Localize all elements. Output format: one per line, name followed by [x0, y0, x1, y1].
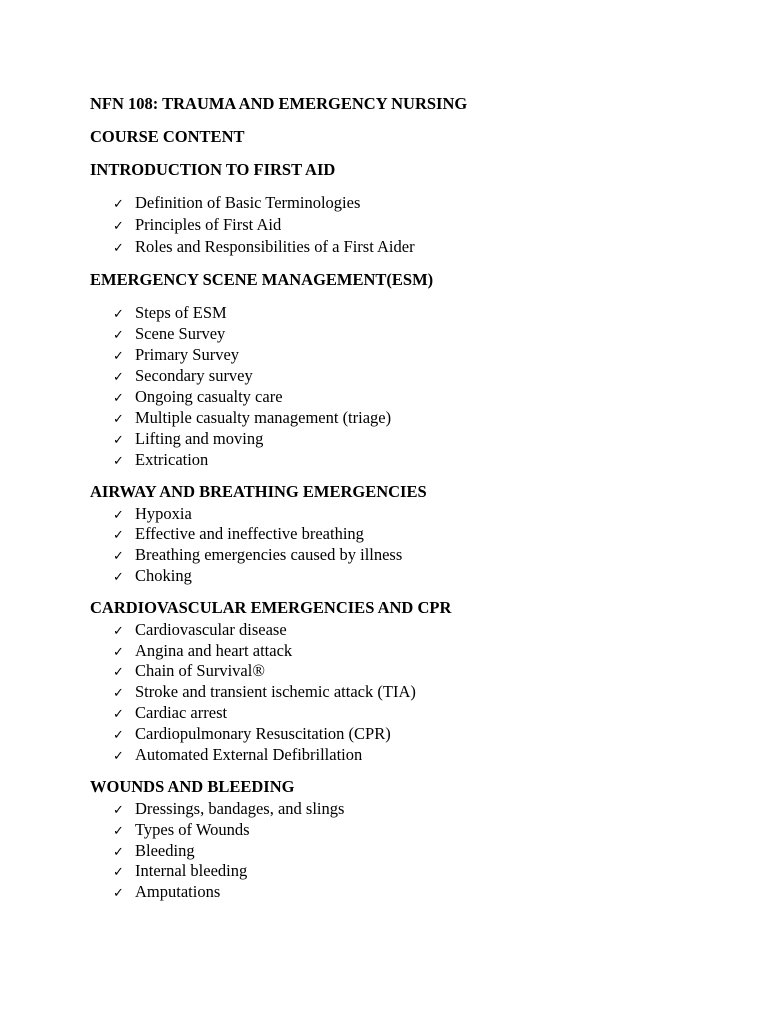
check-icon: ✓ — [113, 749, 124, 764]
list-item-text: Multiple casualty management (triage) — [135, 408, 392, 427]
list-item — [113, 450, 208, 472]
list-item-text: Secondary survey — [135, 366, 253, 385]
section-heading: AIRWAY AND BREATHING EMERGENCIES — [90, 482, 427, 501]
list-item — [113, 641, 292, 663]
check-icon: ✓ — [113, 508, 124, 523]
list-item-text: Roles and Responsibilities of a First Aider — [135, 237, 415, 256]
list-item — [113, 387, 283, 409]
list-item — [113, 820, 250, 842]
check-icon: ✓ — [113, 328, 124, 343]
list-item — [113, 566, 192, 588]
list-item — [113, 724, 391, 746]
list-item-text: Scene Survey — [135, 324, 226, 343]
list-item-text: Stroke and transient ischemic attack (TIA) — [135, 682, 416, 701]
section-heading: CARDIOVASCULAR EMERGENCIES AND CPR — [90, 598, 452, 617]
check-icon: ✓ — [113, 865, 124, 880]
list-item — [113, 745, 362, 767]
list-item-text: Definition of Basic Terminologies — [135, 193, 361, 212]
list-item-text: Amputations — [135, 882, 221, 901]
check-icon: ✓ — [113, 645, 124, 660]
list-item-text: Dressings, bandages, and slings — [135, 799, 345, 818]
list-item — [113, 861, 247, 883]
list-item — [113, 524, 364, 546]
list-item-text: Breathing emergencies caused by illness — [135, 545, 403, 564]
list-item — [113, 545, 402, 567]
list-item — [113, 345, 239, 367]
list-item — [113, 620, 287, 642]
check-icon: ✓ — [113, 728, 124, 743]
check-icon: ✓ — [113, 412, 124, 427]
list-item-text: Internal bleeding — [135, 861, 248, 880]
check-icon: ✓ — [113, 307, 124, 322]
section-heading: EMERGENCY SCENE MANAGEMENT(ESM) — [90, 270, 434, 289]
check-icon: ✓ — [113, 528, 124, 543]
check-icon: ✓ — [113, 219, 124, 234]
list-item-text: Extrication — [135, 450, 209, 469]
list-item-text: Primary Survey — [135, 345, 240, 364]
check-icon: ✓ — [113, 665, 124, 680]
list-item — [113, 504, 192, 526]
check-icon: ✓ — [113, 845, 124, 860]
list-item-text: Cardiac arrest — [135, 703, 228, 722]
list-item-text: Angina and heart attack — [135, 641, 293, 660]
list-item — [113, 215, 281, 237]
course-content-label: COURSE CONTENT — [90, 127, 245, 146]
check-icon: ✓ — [113, 549, 124, 564]
list-item — [113, 799, 344, 821]
list-item — [113, 429, 263, 451]
section-heading: INTRODUCTION TO FIRST AID — [90, 160, 336, 179]
check-icon: ✓ — [113, 370, 124, 385]
check-icon: ✓ — [113, 349, 124, 364]
list-item — [113, 193, 360, 215]
list-item-text: Cardiovascular disease — [135, 620, 287, 639]
list-item-text: Bleeding — [135, 841, 195, 860]
list-item-text: Choking — [135, 566, 192, 585]
list-item-text: Types of Wounds — [135, 820, 250, 839]
list-item — [113, 682, 416, 704]
check-icon: ✓ — [113, 624, 124, 639]
section-heading: WOUNDS AND BLEEDING — [90, 777, 295, 796]
check-icon: ✓ — [113, 433, 124, 448]
list-item-text: Ongoing casualty care — [135, 387, 283, 406]
check-icon: ✓ — [113, 570, 124, 585]
check-icon: ✓ — [113, 197, 124, 212]
list-item — [113, 324, 225, 346]
list-item — [113, 841, 195, 863]
list-item-text: Lifting and moving — [135, 429, 264, 448]
list-item — [113, 366, 253, 388]
list-item-text: Effective and ineffective breathing — [135, 524, 364, 543]
list-item-text: Cardiopulmonary Resuscitation (CPR) — [135, 724, 391, 743]
list-item — [113, 303, 227, 325]
check-icon: ✓ — [113, 454, 124, 469]
course-title: NFN 108: TRAUMA AND EMERGENCY NURSING — [90, 94, 468, 113]
list-item — [113, 408, 391, 430]
list-item-text: Chain of Survival® — [135, 661, 265, 680]
check-icon: ✓ — [113, 241, 124, 256]
list-item-text: Steps of ESM — [135, 303, 227, 322]
check-icon: ✓ — [113, 803, 124, 818]
check-icon: ✓ — [113, 824, 124, 839]
check-icon: ✓ — [113, 686, 124, 701]
list-item — [113, 703, 227, 725]
list-item-text: Automated External Defibrillation — [135, 745, 363, 764]
check-icon: ✓ — [113, 707, 124, 722]
list-item — [113, 882, 220, 904]
check-icon: ✓ — [113, 391, 124, 406]
list-item — [113, 661, 265, 683]
list-item — [113, 237, 415, 259]
list-item-text: Principles of First Aid — [135, 215, 282, 234]
check-icon: ✓ — [113, 886, 124, 901]
list-item-text: Hypoxia — [135, 504, 192, 523]
